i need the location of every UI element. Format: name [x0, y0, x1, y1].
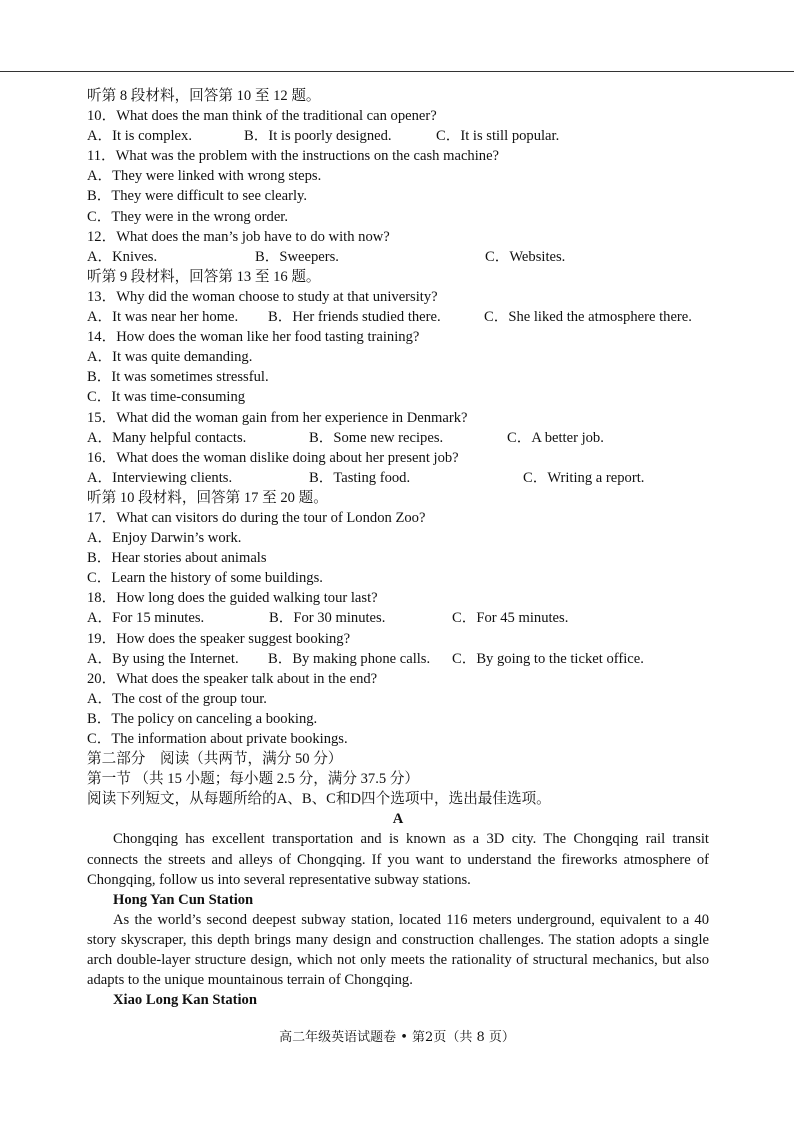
option-a: A．It is complex. [87, 128, 192, 145]
station-heading: Xiao Long Kan Station [113, 992, 257, 1009]
question-12-options [87, 247, 709, 267]
option-a: A．By using the Internet. [87, 650, 239, 667]
question-10-options [87, 126, 709, 146]
option-a: A．They were linked with wrong steps. [87, 168, 322, 185]
option-b: B．It is poorly designed. [244, 128, 392, 145]
option-c: C．Learn the history of some buildings. [87, 570, 323, 587]
option-c: C．By going to the ticket office. [452, 650, 644, 667]
station-heading: Hong Yan Cun Station [113, 891, 254, 908]
option-b: B．It was sometimes stressful. [87, 369, 269, 386]
option-c: C．Websites. [485, 248, 566, 265]
option-b: B．Her friends studied there. [268, 309, 441, 326]
question-14: 14．How does the woman like her food tasting training? [87, 329, 420, 346]
question-17: 17．What can visitors do during the tour of London Zoo? [87, 509, 426, 526]
option-b: B．Tasting food. [309, 469, 411, 486]
question-19-options [87, 649, 709, 669]
option-b: B．They were difficult to see clearly. [87, 188, 308, 205]
question-13: 13．Why did the woman choose to study at that university? [87, 288, 438, 305]
part-title: 第二部分 阅读（共两节，满分 50 分） [87, 751, 343, 768]
reading-instruction: 阅读下列短文，从每题所给的A、B、C和D四个选项中，选出最佳选项。 [87, 791, 551, 808]
section-instruction: 听第 9 段材料，回答第 13 至 16 题。 [87, 268, 321, 285]
page-content [87, 86, 709, 1010]
option-c: C．For 45 minutes. [452, 610, 569, 627]
option-c: C．A better job. [507, 429, 604, 446]
option-a: A．For 15 minutes. [87, 610, 205, 627]
option-b: B．By making phone calls. [268, 650, 431, 667]
question-15-options [87, 428, 709, 448]
question-11: 11．What was the problem with the instructions on the cash machine? [87, 148, 500, 165]
passage-letter: A [392, 811, 404, 828]
question-18: 18．How long does the guided walking tour last? [87, 590, 378, 607]
option-c: C．They were in the wrong order. [87, 208, 289, 225]
option-a: A．Many helpful contacts. [87, 429, 247, 446]
option-a: A．It was quite demanding. [87, 349, 253, 366]
question-12: 12．What does the man’s job have to do with now? [87, 228, 390, 245]
option-a: A．Enjoy Darwin’s work. [87, 530, 242, 547]
option-c: C．It is still popular. [436, 128, 560, 145]
question-16-options [87, 468, 709, 488]
option-a: A．It was near her home. [87, 309, 239, 326]
question-10: 10．What does the man think of the traditional can opener? [87, 108, 437, 125]
passage-intro-paragraph: Chongqing has excellent transportation and is known as a 3D city. The Chongqing rail transit connects the streets and alleys of Chongqing. If you want to understand the fireworks atmosphere of Chongqing, follow us into several representative subway stations. [87, 831, 709, 888]
question-18-options [87, 608, 709, 628]
station-paragraph: As the world’s second deepest subway station, located 116 meters underground, equivalent to a 40 story skyscraper, this depth brings many design and construction challenges. The station adopts a single arch double-layer structure design, which not only meets the rationality of structural mechanics, but also adapts to the unique mountainous terrain of Chongqing. [87, 911, 709, 989]
header-rule [0, 71, 794, 72]
page-footer: 高二年级英语试题卷 • 第2页（共 8 页） [279, 1030, 515, 1045]
option-b: B．For 30 minutes. [269, 610, 386, 627]
option-c: C．She liked the atmosphere there. [484, 309, 692, 326]
option-c: C．The information about private bookings. [87, 731, 348, 747]
option-b: B．Sweepers. [255, 248, 339, 265]
option-c: C．Writing a report. [523, 469, 645, 486]
option-a: A．Knives. [87, 248, 158, 265]
question-13-options [87, 307, 709, 327]
question-20: 20．What does the speaker talk about in the end? [87, 670, 378, 687]
option-a: A．Interviewing clients. [87, 469, 233, 486]
question-16: 16．What does the woman dislike doing about her present job? [87, 449, 459, 466]
option-b: B．Hear stories about animals [87, 550, 267, 567]
section-title: 第一节 （共 15 小题；每小题 2.5 分，满分 37.5 分） [87, 771, 420, 788]
option-b: B．The policy on canceling a booking. [87, 710, 318, 727]
question-15: 15．What did the woman gain from her experience in Denmark? [87, 409, 468, 426]
option-a: A．The cost of the group tour. [87, 690, 267, 707]
option-b: B．Some new recipes. [309, 429, 444, 446]
section-instruction: 听第 10 段材料，回答第 17 至 20 题。 [87, 489, 328, 506]
option-c: C．It was time-consuming [87, 389, 246, 406]
text-line: 听第 8 段材料，回答第 10 至 12 题。 [87, 88, 321, 104]
question-19: 19．How does the speaker suggest booking? [87, 630, 351, 647]
